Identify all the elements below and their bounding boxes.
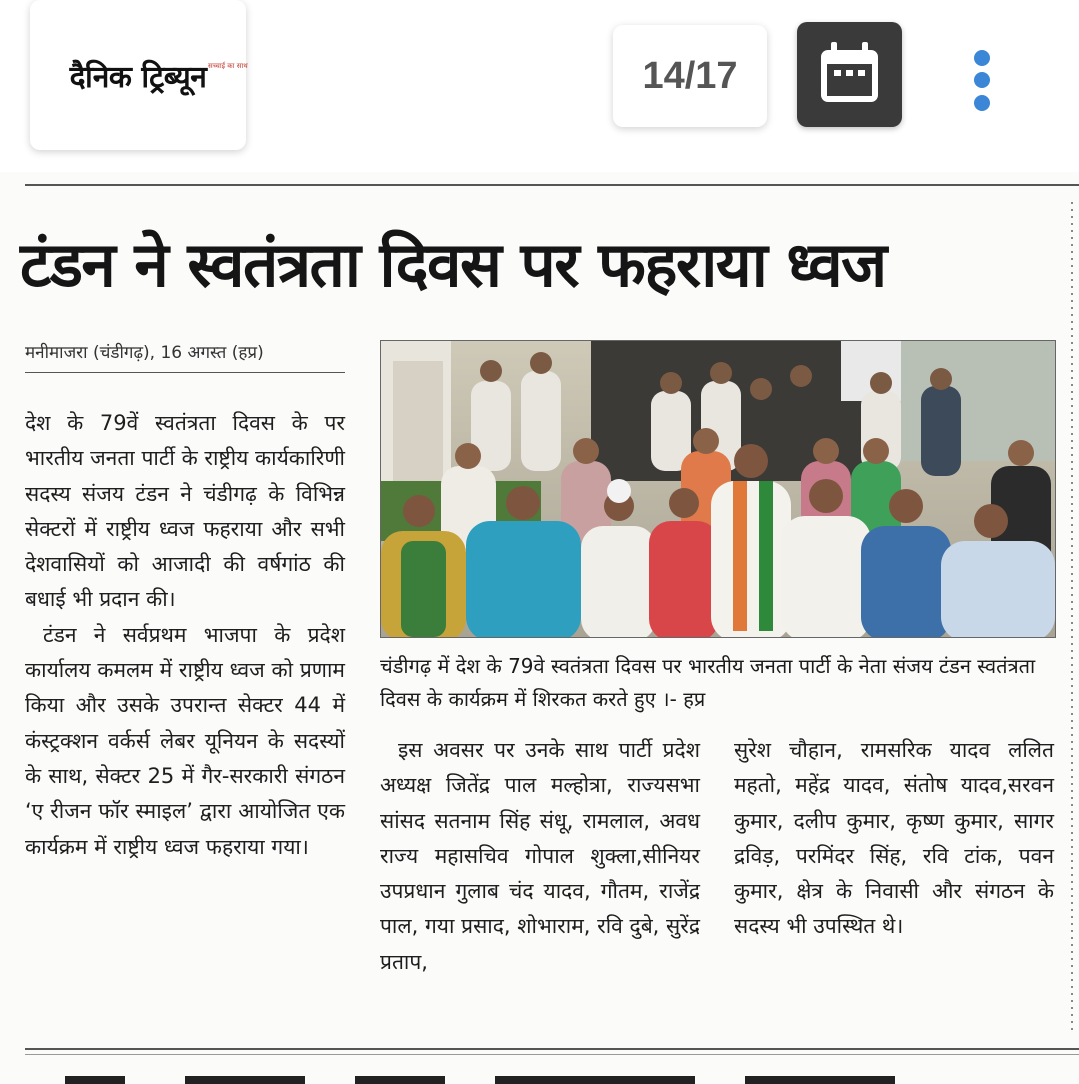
divider	[25, 372, 345, 373]
article-headline: टंडन ने स्वतंत्रता दिवस पर फहराया ध्वज	[20, 228, 886, 301]
paragraph: इस अवसर पर उनके साथ पार्टी प्रदेश अध्यक्ष जितेंद्र पाल मल्होत्रा, राज्यसभा सांसद सतनाम सिंह संधू, रामलाल, अवध राज्य महासचिव गोपाल शुक्ला,सीनियर उपप्रधान गुलाब चंद यादव, गौतम, राजेंद्र पाल, गया प्रसाद, शोभाराम, रवि दुबे, सुरेंद्र प्रताप,	[380, 738, 700, 974]
calendar-icon	[797, 22, 902, 127]
paragraph: देश के 79वें स्वतंत्रता दिवस के पर भारतीय जनता पार्टी के राष्ट्रीय कार्यकारिणी सदस्य संजय टंडन ने चंडीगढ़ के विभिन्न सेक्टरों में राष्ट्रीय ध्वज फहराया और सभी देशवासियों को आजादी की वर्षगांठ की बधाई भी प्रदान की।	[25, 411, 345, 612]
photo-caption: चंडीगढ़ में देश के 79वे स्वतंत्रता दिवस पर भारतीय जनता पार्टी के नेता संजय टंडन स्वतंत्रता दिवस के कार्यक्रम में शिरकत करते हुए ।- हप्र	[380, 654, 1036, 711]
app-bar	[0, 0, 1079, 173]
calendar-button[interactable]	[797, 22, 902, 127]
divider	[25, 1048, 1079, 1050]
newspaper-logo[interactable]	[30, 0, 246, 150]
more-vertical-icon	[974, 50, 990, 66]
more-dot	[974, 95, 990, 111]
more-options-button[interactable]	[960, 40, 1004, 120]
logo-tagline: सच्चाई का साथ	[208, 62, 248, 70]
article-photo[interactable]	[380, 340, 1056, 638]
divider	[25, 1054, 1079, 1055]
paragraph: सुरेश चौहान, रामसरिक यादव ललित महतो, महेंद्र यादव, संतोष यादव,सरवन कुमार, दलीप कुमार, कृष्ण कुमार, सागर द्रविड़, परमिंदर सिंह, रवि टांक, पवन कुमार, क्षेत्र के निवासी और संगठन के सदस्य भी उपस्थित थे।	[734, 738, 1054, 939]
paragraph: टंडन ने सर्वप्रथम भाजपा के प्रदेश कार्यालय कमलम में राष्ट्रीय ध्वज को प्रणाम किया और उसके उपरान्त सेक्टर 44 में कंस्ट्रक्शन वर्कर्स लेबर यूनियन के सदस्यों के साथ, सेक्टर 25 में गैर-सरकारी संगठन ‘ए रीजन फॉर स्माइल’ द्वारा आयोजित एक कार्यक्रम में राष्ट्रीय ध्वज फहराया गया।	[25, 622, 345, 859]
page-counter-button[interactable]: 14/17	[613, 25, 767, 127]
article-dateline: मनीमाजरा (चंडीगढ़), 16 अगस्त (हप्र)	[25, 343, 264, 363]
column-separator	[1071, 202, 1073, 1032]
article-column-2	[380, 733, 700, 980]
more-dot	[974, 72, 990, 88]
newspaper-page[interactable]	[0, 172, 1079, 1084]
photo-image	[381, 341, 1055, 637]
next-article-peek	[25, 1068, 1065, 1084]
article-column-3	[734, 733, 1054, 945]
article-column-1	[25, 406, 345, 865]
logo-text: दैनिक ट्रिब्यून	[69, 59, 207, 95]
divider	[25, 184, 1079, 186]
